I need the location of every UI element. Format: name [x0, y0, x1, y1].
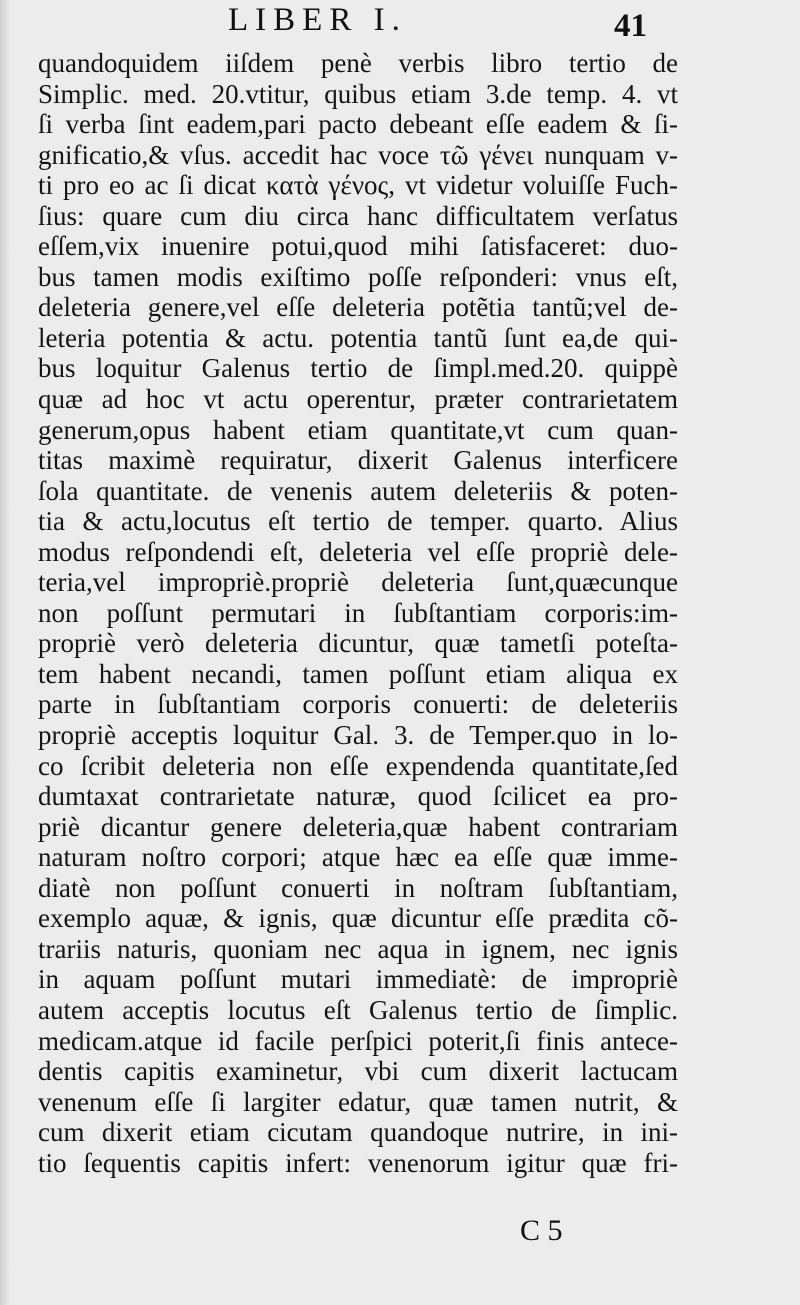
text-line: ſius: quare cum diu circa hanc difficultatem verſatus — [38, 200, 678, 231]
text-line: exemplo aquæ, & ignis, quæ dicuntur eſſe prædita cõ- — [38, 903, 678, 934]
text-line: trariis naturis, quoniam nec aqua in ignem, nec ignis — [38, 933, 678, 964]
text-line: tem habent necandi, tamen poſſunt etiam aliqua ex — [38, 658, 678, 689]
text-line: medicam.atque id facile perſpici poterit,ſi finis antece- — [38, 1025, 678, 1056]
body-text — [38, 48, 678, 1178]
text-line: quæ ad hoc vt actu operentur, præter contrarietatem — [38, 384, 678, 415]
text-line: Simplic. med. 20.vtitur, quibus etiam 3.de temp. 4. vt — [38, 78, 678, 109]
page-header — [0, 2, 800, 46]
text-line: modus reſpondendi eſt, deleteria vel eſſe propriè dele- — [38, 536, 678, 567]
text-line: tio ſequentis capitis infert: venenorum igitur quæ fri- — [38, 1147, 678, 1178]
text-line: deleteria genere,vel eſſe deleteria potẽtia tantũ;vel de- — [38, 292, 678, 323]
text-line: teria,vel impropriè.propriè deleteria ſunt,quæcunque — [38, 567, 678, 598]
page-footer — [0, 1214, 800, 1254]
text-line: autem acceptis locutus eſt Galenus tertio de ſimplic. — [38, 994, 678, 1025]
text-line: eſſem,vix inuenire potui,quod mihi ſatisfaceret: duo- — [38, 231, 678, 262]
text-line: co ſcribit deleteria non eſſe expendenda quantitate,ſed — [38, 750, 678, 781]
text-line: tia & actu,locutus eſt tertio de temper. quarto. Alius — [38, 506, 678, 537]
text-line: dentis capitis examinetur, vbi cum dixerit lactucam — [38, 1056, 678, 1087]
text-line: bus loquitur Galenus tertio de ſimpl.med.20. quippè — [38, 353, 678, 384]
text-line: in aquam poſſunt mutari immediatè: de impropriè — [38, 964, 678, 995]
text-line: dumtaxat contrarietate naturæ, quod ſcilicet ea pro- — [38, 781, 678, 812]
text-line: titas maximè requiratur, dixerit Galenus interficere — [38, 445, 678, 476]
text-line: propriè acceptis loquitur Gal. 3. de Temper.quo in lo- — [38, 720, 678, 751]
text-line: propriè verò deleteria dicuntur, quæ tametſi poteſta- — [38, 628, 678, 659]
text-line: gnificatio,& vſus. accedit hac voce τῶ γένει nunquam v- — [38, 139, 678, 170]
text-line: generum,opus habent etiam quantitate,vt cum quan- — [38, 414, 678, 445]
signature-mark: C 5 — [520, 1214, 563, 1247]
text-line: naturam noſtro corpori; atque hæc ea eſſe quæ imme- — [38, 842, 678, 873]
text-line: non poſſunt permutari in ſubſtantiam corporis:im- — [38, 597, 678, 628]
text-line: leteria potentia & actu. potentia tantũ ſunt ea,de qui- — [38, 322, 678, 353]
text-line: venenum eſſe ſi largiter edatur, quæ tamen nutrit, & — [38, 1086, 678, 1117]
text-line: ſola quantitate. de venenis autem deleteriis & poten- — [38, 475, 678, 506]
text-line: priè dicantur genere deleteria,quæ habent contrariam — [38, 811, 678, 842]
text-line: ſi verba ſint eadem,pari pacto debeant eſſe eadem & ſi- — [38, 109, 678, 140]
page-number: 41 — [614, 8, 647, 44]
text-line: cum dixerit etiam cicutam quandoque nutrire, in ini- — [38, 1117, 678, 1148]
text-line: diatè non poſſunt conuerti in noſtram ſubſtantiam, — [38, 872, 678, 903]
text-line: bus tamen modis exiſtimo poſſe reſponderi: vnus eſt, — [38, 261, 678, 292]
gutter-shadow — [0, 0, 10, 1305]
text-line: ti pro eo ac ſi dicat κατὰ γένος, vt videtur voluiſſe Fuch- — [38, 170, 678, 201]
text-line: quandoquidem iiſdem penè verbis libro tertio de — [38, 48, 678, 78]
running-head: LIBER I. — [228, 2, 407, 38]
text-line: parte in ſubſtantiam corporis conuerti: de deleteriis — [38, 689, 678, 720]
